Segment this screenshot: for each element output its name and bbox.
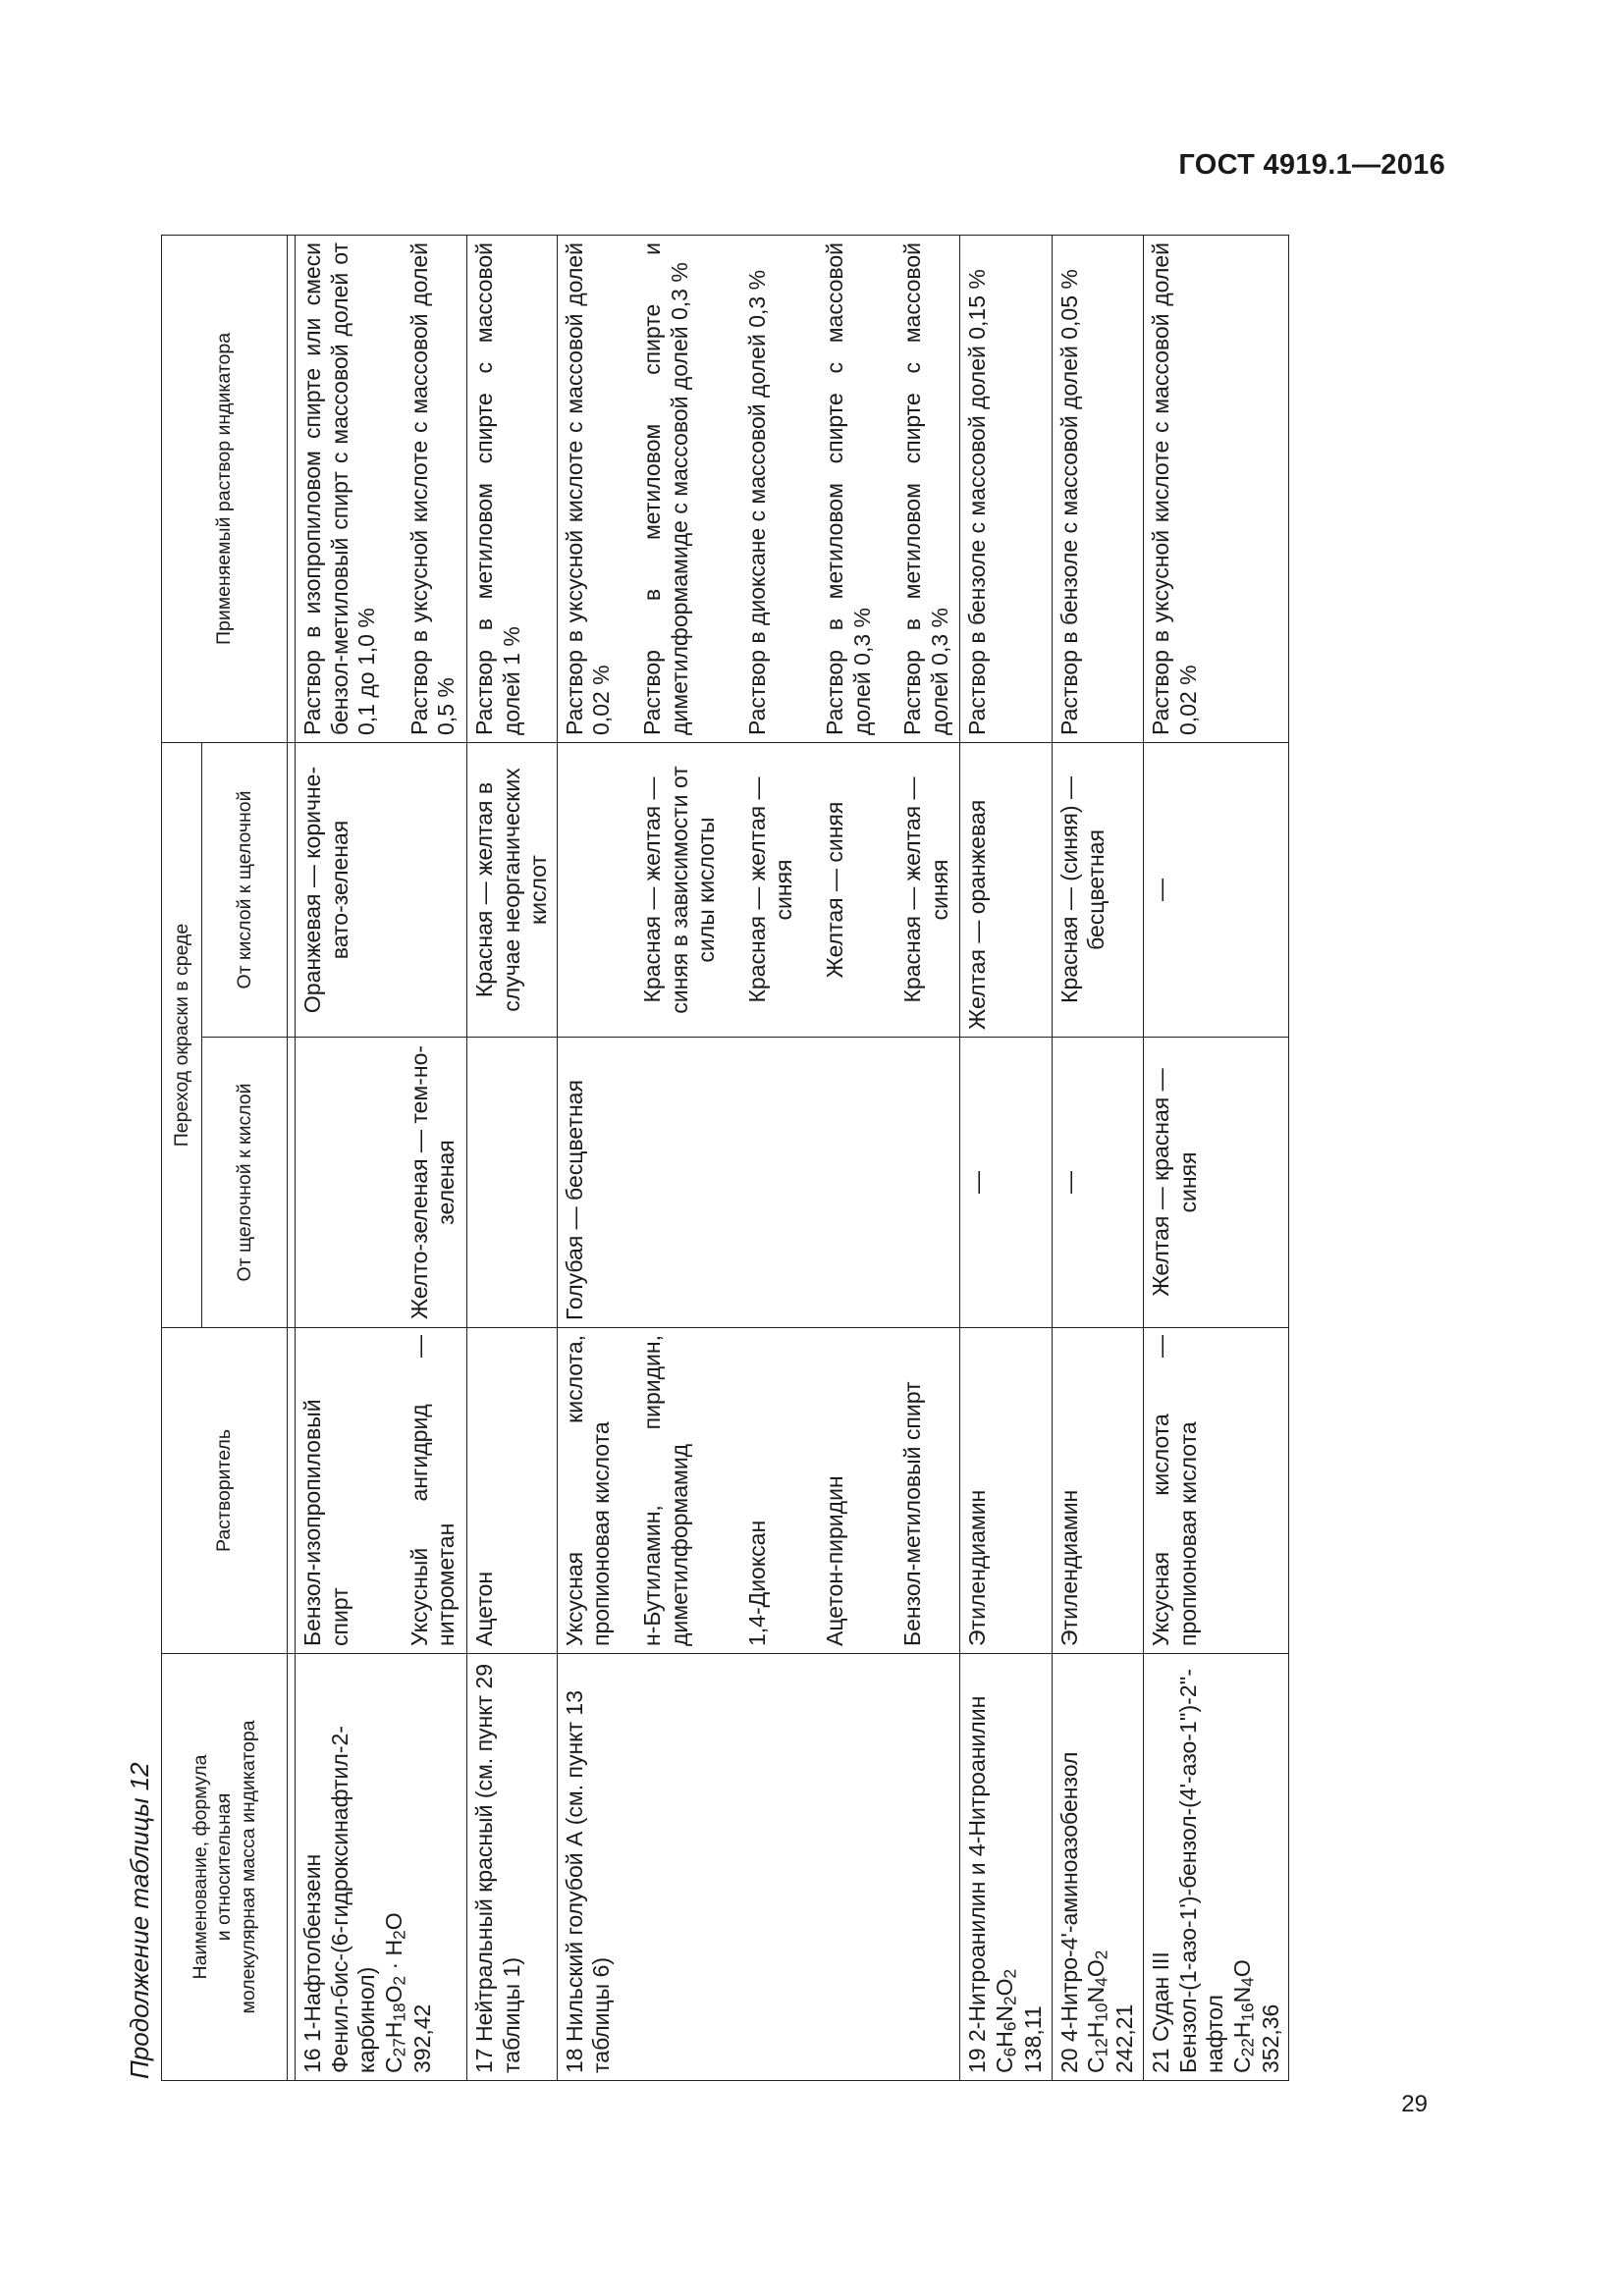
solvent-cell: Ацетон-пиридин [802,1328,880,1654]
solution-cell: Раствор в изопропиловом спирте или смеси бензол-метиловый спирт с массовой долей от 0,1 до 1,0 % [296,235,385,742]
indicator-systematic-name: Фенил-бис-(6-гидроксинафтил-2-карбинол) [326,1726,380,2073]
formula-part: C [991,2056,1017,2073]
solution-cell: Раствор в метиловом спирте с массовой долей 1 % [466,235,557,742]
column-header-name-line: и относительная [213,1792,236,1942]
formula-index: 22 [1237,2038,1258,2057]
acid-to-alk-cell: Красная — желтая — синяя в зависимости от силы кислоты [620,742,725,1037]
formula-index: 2 [389,1930,409,1940]
indicator-systematic-name: Бензол-(1-азо-1')-бензол-(4'-азо-1'')-2''-нафтол [1174,1668,1228,2073]
indicator-name-cell [1143,1654,1289,2081]
solvent-cell: н-Бутиламин, пиридин, диметилформамид [620,1328,725,1654]
formula-index: 12 [1091,2038,1111,2057]
alk-to-acid-cell: Желтая — красная — синяя [1143,1038,1289,1328]
solution-cell: Раствор в метиловом спирте с массовой долей 0,3 % [880,235,960,742]
page-number: 29 [1401,2091,1428,2117]
column-header-alk-to-acid: От щелочной к кислой [202,1038,288,1328]
acid-to-alk-cell: — [1143,742,1289,1037]
formula-index: 4 [1091,1977,1111,1987]
solution-cell: Раствор в бензоле с массовой долей 0,15 % [960,235,1052,742]
solution-cell: Раствор в бензоле с массовой долей 0,05 % [1052,235,1143,742]
formula-part: H [1228,2021,1255,2039]
table-row [466,235,557,2080]
formula-part: O [380,1985,406,2003]
alk-to-acid-cell [296,1038,385,1328]
alk-to-acid-cell [880,1038,960,1328]
formula-part: N [991,2004,1017,2022]
formula-part: N [1228,1986,1255,2003]
formula-index: 27 [389,2038,409,2057]
indicator-molar-mass: 352,36 [1257,2003,1283,2073]
table-row [296,235,385,2080]
table-row [1143,235,1289,2080]
solution-cell: Раствор в метиловом спирте и диметилформамиде с массовой долей 0,3 % [620,235,725,742]
formula-index: 10 [1091,2002,1111,2022]
column-header-name-line: Наименование, формула [189,1754,211,1980]
formula-index: 16 [1237,2002,1258,2022]
acid-to-alk-cell [557,742,620,1037]
acid-to-alk-cell: Красная — желтая — синяя [725,742,802,1037]
rotated-table-area [122,0,1496,2081]
formula-part: · H [380,1939,406,1976]
table-row [960,235,1052,2080]
formula-index: 2 [1000,1968,1020,1979]
alk-to-acid-cell: — [1052,1038,1143,1328]
formula-index: 2 [1000,1996,1020,2005]
alk-to-acid-cell [802,1038,880,1328]
alk-to-acid-cell [620,1038,725,1328]
solvent-cell: 1,4-Диоксан [725,1328,802,1654]
formula-index: 6 [1000,2021,1020,2032]
indicator-title: 17 Нейтральный красный (см. пункт 29 таблицы 1) [470,1663,524,2073]
alk-to-acid-cell [466,1038,557,1328]
indicator-table [161,235,1289,2081]
alk-to-acid-cell: Голубая — бесцветная [557,1038,620,1328]
indicator-name-cell [466,1654,557,2081]
formula-part: O [380,1912,406,1931]
table-body [296,235,1289,2080]
alk-to-acid-cell [725,1038,802,1328]
formula-part: C [1083,2056,1110,2073]
indicator-name-cell [296,1654,467,2081]
indicator-title: 20 4-Нитро-4'-аминоазобензол [1056,1751,1082,2073]
indicator-name-cell [557,1654,960,2081]
acid-to-alk-cell [385,742,467,1037]
document-code: ГОСТ 4919.1—2016 [1178,149,1445,181]
solvent-cell: Этилендиамин [960,1328,1052,1654]
indicator-title: 18 Нильский голубой А (см. пункт 13 таблицы 6) [561,1689,615,2073]
solvent-cell: Уксусный ангидрид — нитрометан [385,1328,467,1654]
column-header-transition: Переход окраски в среде [162,742,202,1327]
indicator-molar-mass: 392,42 [408,2003,435,2073]
column-header-name [162,1654,288,2081]
indicator-formula [1229,1661,1258,2073]
formula-part: N [1083,1986,1110,2003]
column-header-solvent: Растворитель [162,1328,288,1654]
formula-part: H [1083,2021,1110,2039]
formula-part: O [1083,1959,1110,1978]
formula-index: 4 [1237,1977,1258,1987]
formula-part: H [380,2021,406,2039]
indicator-name-cell [1052,1654,1143,2081]
header-spacer-row [288,235,296,2080]
indicator-name-cell [960,1654,1052,2081]
indicator-molar-mass: 138,11 [1020,2005,1046,2073]
formula-part: C [380,2056,406,2073]
acid-to-alk-cell: Желтая — синяя [802,742,880,1037]
acid-to-alk-cell: Красная — (синяя) — бесцветная [1052,742,1143,1037]
solvent-cell: Бензол-изопропиловый спирт [296,1328,385,1654]
solvent-cell: Уксусная кислота — пропионовая кислота [1143,1328,1289,1654]
solution-cell: Раствор в уксусной кислоте с массовой долей 0,02 % [1143,235,1289,742]
acid-to-alk-cell: Красная — желтая — синяя [880,742,960,1037]
indicator-formula [992,1661,1020,2073]
formula-part: H [991,2031,1017,2048]
table-row [1052,235,1143,2080]
alk-to-acid-cell: — [960,1038,1052,1328]
solution-cell: Раствор в диоксане с массовой долей 0,3 % [725,235,802,742]
formula-part: O [1228,1959,1255,1978]
acid-to-alk-cell: Оранжевая — коричне-вато-зеленая [296,742,385,1037]
column-header-acid-to-alk: От кислой к щелочной [202,742,288,1037]
solvent-cell: Этилендиамин [1052,1328,1143,1654]
column-header-solution: Применяемый раствор индикатора [162,235,288,742]
solution-cell: Раствор в уксусной кислоте с массовой долей 0,5 % [385,235,467,742]
indicator-molar-mass: 242,21 [1111,2003,1138,2073]
formula-part: C [1228,2056,1255,2073]
solvent-cell: Уксусная кислота, пропионовая кислота [557,1328,620,1654]
indicator-title: 21 Судан III [1147,1951,1173,2073]
solution-cell: Раствор в метиловом спирте с массовой долей 0,3 % [802,235,880,742]
solution-cell: Раствор в уксусной кислоте с массовой долей 0,02 % [557,235,620,742]
table-continuation-caption: Продолжение таблицы 12 [125,1762,154,2079]
solvent-cell: Бензол-метиловый спирт [880,1328,960,1654]
acid-to-alk-cell: Красная — желтая в случае неорганических кислот [466,742,557,1037]
indicator-formula [1083,1661,1111,2073]
alk-to-acid-cell: Желто-зеленая — тем-но-зеленая [385,1038,467,1328]
formula-index: 2 [389,1975,409,1986]
solvent-cell: Ацетон [466,1328,557,1654]
acid-to-alk-cell: Желтая — оранжевая [960,742,1052,1037]
indicator-formula [381,1661,409,2073]
table-row [557,235,620,2080]
indicator-title: 19 2-Нитроанилин и 4-Нитроанилин [964,1695,991,2073]
formula-part: O [991,1978,1017,1997]
formula-index: 18 [389,2002,409,2022]
formula-index: 6 [1000,2047,1020,2057]
table-header [162,235,296,2080]
column-header-name-line: молекулярная масса индикатора [237,1720,259,2014]
indicator-title: 16 1-Нафтолбензеин [299,1853,325,2073]
formula-index: 2 [1091,1949,1111,1960]
